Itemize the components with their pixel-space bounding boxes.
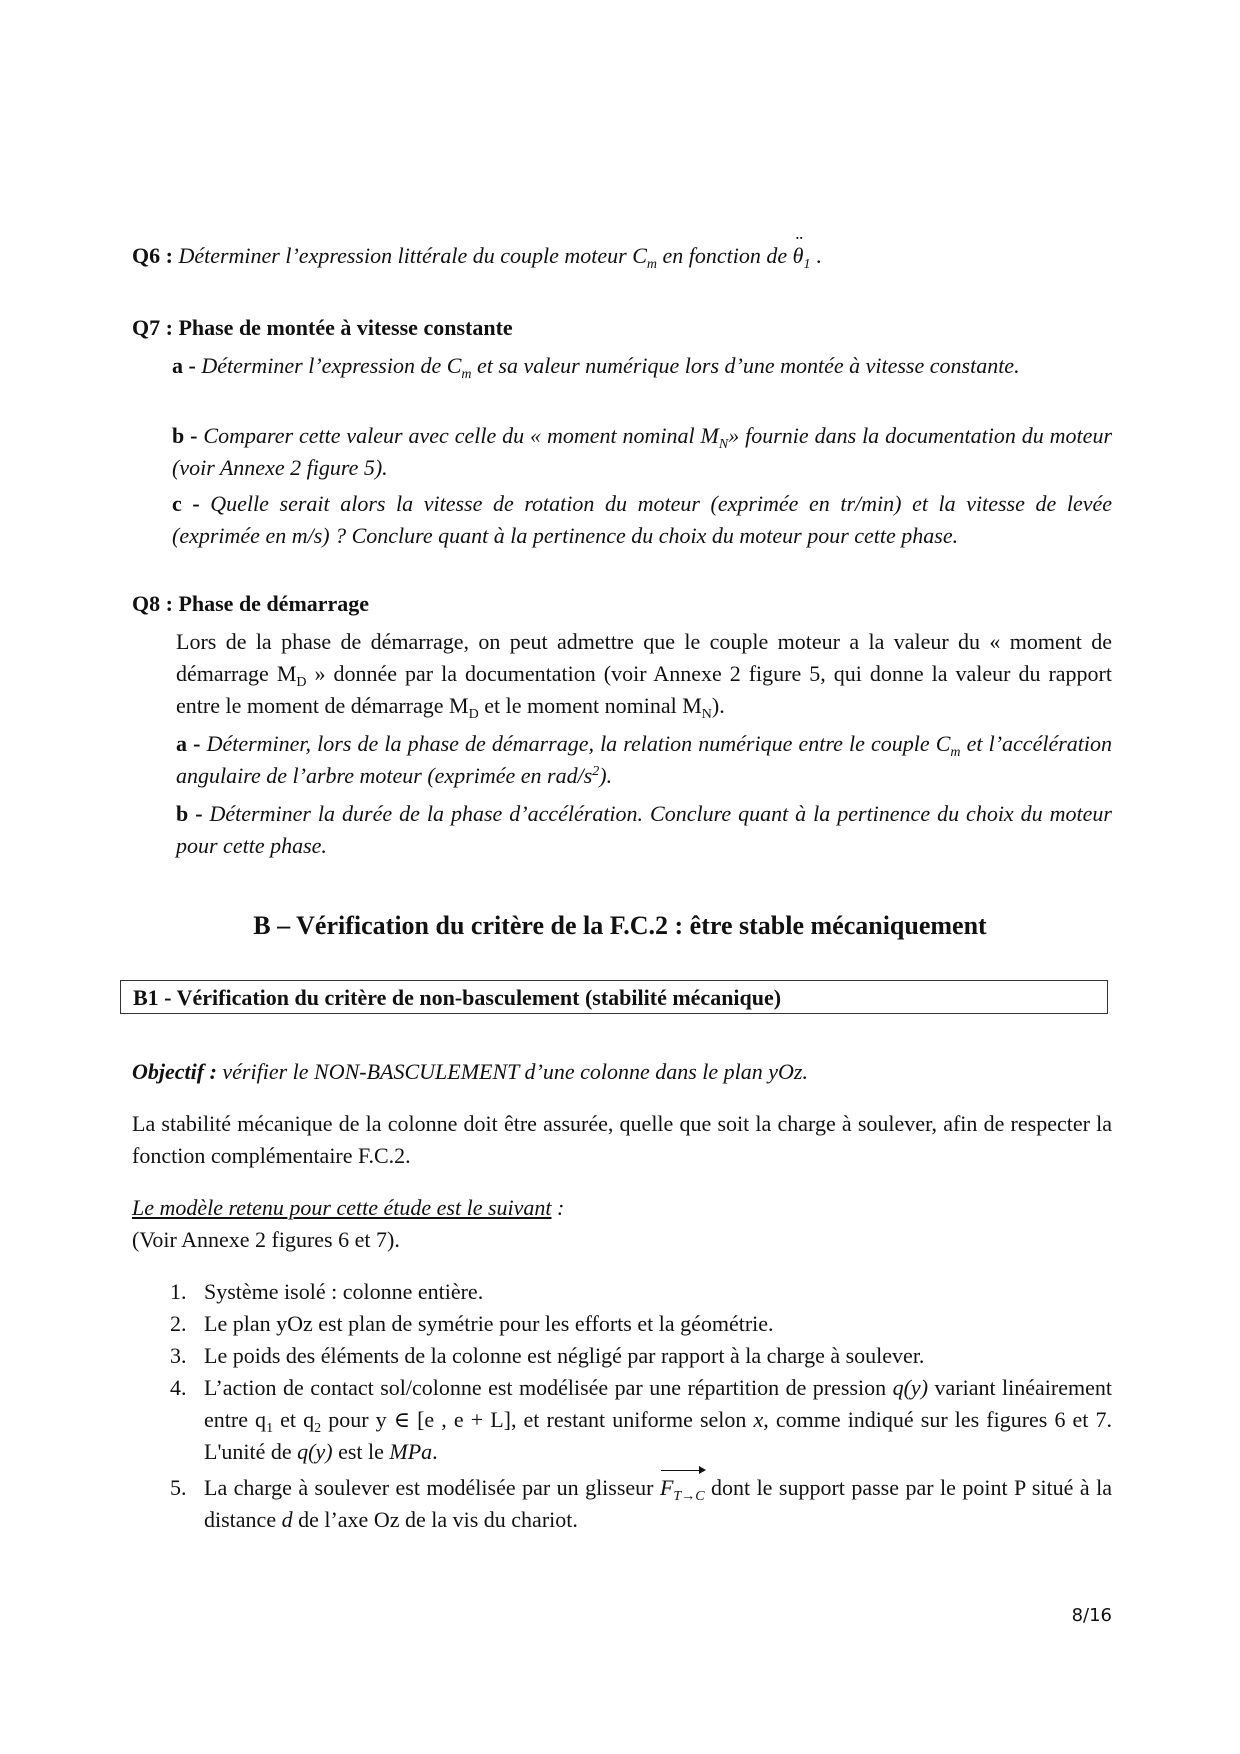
- q8-item-b: b - Déterminer la durée de la phase d’accélération. Conclure quant à la pertinence du choix du moteur pour cette phase.: [176, 801, 1112, 858]
- force-vector-symbol: $F_{T\to C}$: [660, 1472, 705, 1504]
- q8-item-a: a - Déterminer, lors de la phase de démarrage, la relation numérique entre le couple $C_m$ et l’accélération angulaire de l’arbre moteur (exprimée en rad/$s^2$).: [176, 731, 1112, 788]
- theta-symbol: ¨ θ: [793, 240, 804, 272]
- q8-heading: Q8 : Phase de démarrage: [132, 591, 370, 616]
- list-item: 5. La charge à soulever est modélisée par un glisseur $F_{T\to C}$ dont le support passe par le point P situé à la distance d de l’axe Oz de la vis du chariot.: [204, 1472, 1112, 1536]
- q8-intro: Lors de la phase de démarrage, on peut admettre que le couple moteur a la valeur du « moment de démarrage $M_D$ » donnée par la documentation (voir Annexe 2 figure 5, qui donne la valeur du rapport entre le moment de démarrage $M_D$ et le moment nominal $M_N$).: [176, 629, 1112, 722]
- list-item: 4. L’action de contact sol/colonne est modélisée par une répartition de pression q(y) variant linéairement entre $q_1$ et $q_2$ pour y ∈ [e , e + L], et restant uniforme selon x, comme indiqué sur les figures 6 et 7. L'unité de q(y) est le MPa.: [170, 1375, 1113, 1464]
- q6-label: Q6 :: [132, 243, 173, 268]
- model-assumptions-list: [170, 1276, 1113, 1536]
- b1-boxed-heading: B1 - Vérification du critère de non-basculement (stabilité mécanique): [120, 980, 1108, 1014]
- list-item: 1. Système isolé : colonne entière.: [170, 1279, 484, 1304]
- q7-item-a: a - Déterminer l’expression de $C_m$ et sa valeur numérique lors d’une montée à vitesse constante.: [172, 353, 1020, 382]
- section-b-title: B – Vérification du critère de la F.C.2 : être stable mécaniquement: [253, 911, 987, 940]
- model-intro: Le modèle retenu pour cette étude est le suivant : (Voir Annexe 2 figures 6 et 7).: [132, 1195, 565, 1252]
- q7-heading: Q7 : Phase de montée à vitesse constante: [132, 315, 513, 340]
- objectif-line: Objectif : vérifier le NON-BASCULEMENT d’une colonne dans le plan yOz.: [132, 1059, 808, 1084]
- q6-text: Déterminer l’expression littérale du couple moteur $C_m$ en fonction de ¨ $\theta_1$: [178, 243, 810, 268]
- q7-item-b: b - Comparer cette valeur avec celle du « moment nominal $M_N$» fournie dans la documentation du moteur (voir Annexe 2 figure 5).: [172, 423, 1112, 480]
- list-item: 2. Le plan yOz est plan de symétrie pour les efforts et la géométrie.: [170, 1311, 774, 1336]
- q7-item-c: c - Quelle serait alors la vitesse de rotation du moteur (exprimée en tr/min) et la vitesse de levée (exprimée en m/s) ? Conclure quant à la pertinence du choix du moteur pour cette phase.: [172, 491, 1112, 548]
- list-item: 3. Le poids des éléments de la colonne est négligé par rapport à la charge à soulever.: [170, 1343, 925, 1368]
- q6-line: Q6 : Déterminer l’expression littérale du couple moteur $C_m$ en fonction de ¨ $\theta_1$ .: [132, 240, 1112, 272]
- page-number: 8/16: [1071, 1605, 1112, 1626]
- stability-paragraph: La stabilité mécanique de la colonne doit être assurée, quelle que soit la charge à soulever, afin de respecter la fonction complémentaire F.C.2.: [132, 1111, 1112, 1168]
